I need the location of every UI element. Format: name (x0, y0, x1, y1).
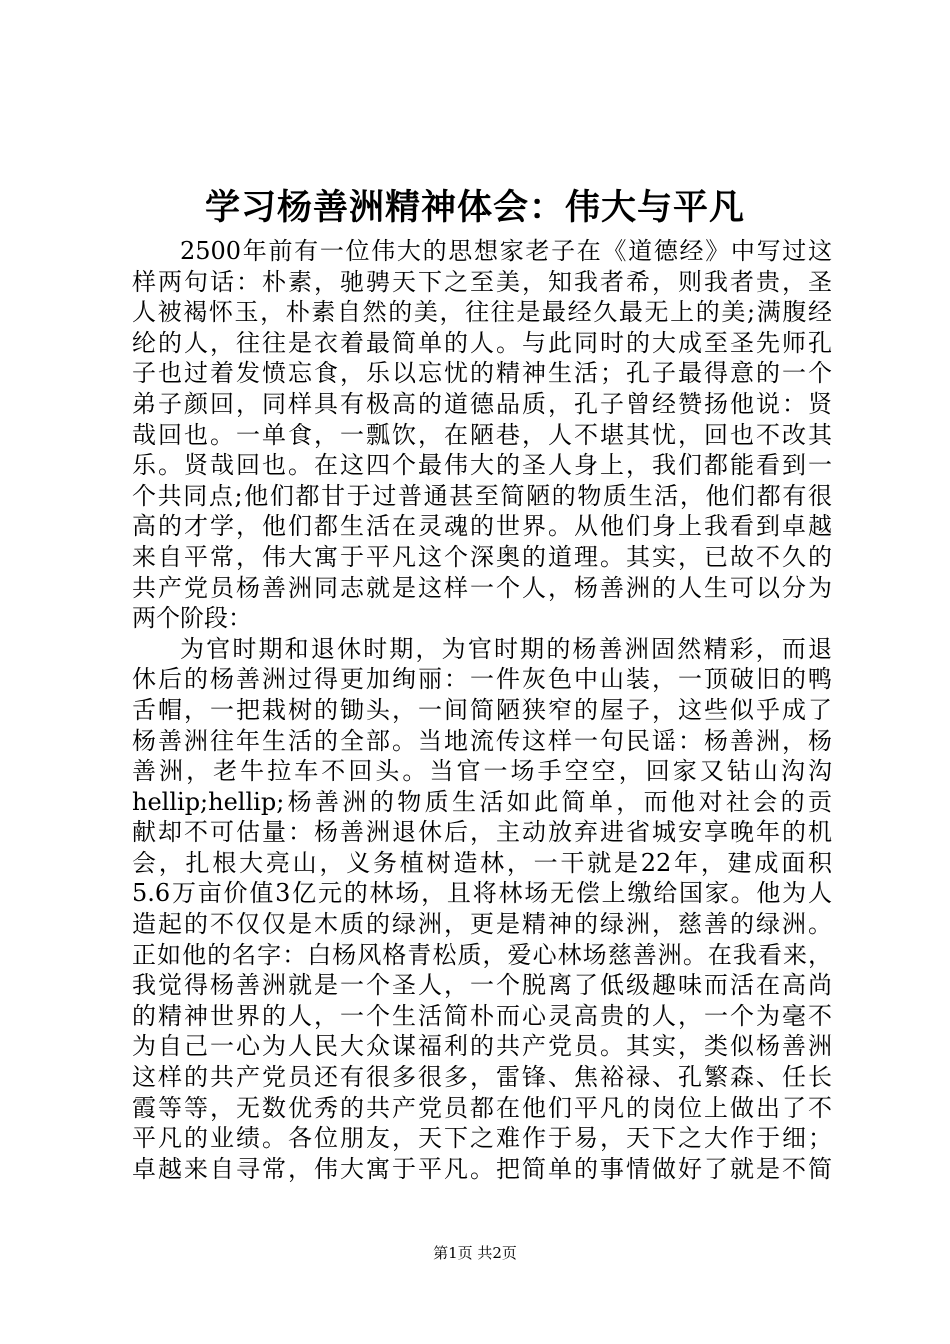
document-title: 学习杨善洲精神体会：伟大与平凡 (204, 187, 745, 228)
text-line: 霞等等，无数优秀的共产党员都在他们平凡的岗位上做出了不 (132, 1093, 832, 1122)
text-line: 献却不可估量：杨善洲退休后，主动放弃进省城安享晚年的机 (132, 818, 832, 847)
text-line: 两个阶段： (132, 604, 252, 633)
text-line: 造起的不仅仅是木质的绿洲，更是精神的绿洲，慈善的绿洲。 (132, 910, 832, 939)
document-body (132, 236, 832, 1184)
text-line: 乐。贤哉回也。在这四个最伟大的圣人身上，我们都能看到一 (132, 451, 832, 480)
text-line: hellip;hellip;杨善洲的物质生活如此简单，而他对社会的贡 (132, 787, 832, 816)
text-line: 我觉得杨善洲就是一个圣人，一个脱离了低级趣味而活在高尚 (132, 971, 832, 1000)
text-line: 子也过着发愤忘食，乐以忘忧的精神生活；孔子最得意的一个 (132, 359, 832, 388)
text-line: 为官时期和退休时期，为官时期的杨善洲固然精彩，而退 (180, 634, 832, 663)
text-line: 个共同点;他们都甘于过普通甚至简陋的物质生活，他们都有很 (132, 481, 832, 510)
text-line: 平凡的业绩。各位朋友，天下之难作于易，天下之大作于细； (132, 1124, 832, 1153)
text-line: 卓越来自寻常，伟大寓于平凡。把简单的事情做好了就是不简 (132, 1154, 832, 1183)
text-line: 正如他的名字：白杨风格青松质，爱心林场慈善洲。在我看来， (132, 940, 832, 969)
text-line: 会，扎根大亮山，义务植树造林，一干就是22年，建成面积 (132, 848, 832, 877)
text-line: 杨善洲往年生活的全部。当地流传这样一句民谣：杨善洲，杨 (132, 726, 832, 755)
text-line: 2500年前有一位伟大的思想家老子在《道德经》中写过这 (180, 237, 832, 265)
text-line: 的精神世界的人，一个生活简朴而心灵高贵的人，一个为毫不 (132, 1001, 832, 1030)
paragraph-1 (132, 236, 832, 634)
text-line: 人被褐怀玉，朴素自然的美，往往是最经久最无上的美;满腹经 (132, 298, 832, 327)
text-line: 哉回也。一单食，一瓢饮，在陋巷，人不堪其忧，回也不改其 (132, 420, 832, 449)
paragraph-2 (132, 634, 832, 1185)
text-line: 休后的杨善洲过得更加绚丽：一件灰色中山装，一顶破旧的鸭 (132, 665, 832, 694)
page-footer: 第1页 共2页 (433, 1244, 517, 1262)
text-line: 善洲，老牛拉车不回头。当官一场手空空，回家又钻山沟沟 (132, 757, 832, 786)
text-line: 这样的共产党员还有很多很多，雷锋、焦裕禄、孔繁森、任长 (132, 1063, 832, 1092)
text-line: 高的才学，他们都生活在灵魂的世界。从他们身上我看到卓越 (132, 512, 832, 541)
text-line: 5.6万亩价值3亿元的林场，且将林场无偿上缴给国家。他为人 (132, 879, 832, 908)
text-line: 样两句话：朴素，驰骋天下之至美，知我者希，则我者贵，圣 (132, 267, 832, 296)
text-line: 共产党员杨善洲同志就是这样一个人，杨善洲的人生可以分为 (132, 573, 832, 602)
text-line: 弟子颜回，同样具有极高的道德品质，孔子曾经赞扬他说：贤 (132, 389, 832, 418)
text-line: 舌帽，一把栽树的锄头，一间简陋狭窄的屋子，这些似乎成了 (132, 695, 832, 724)
text-line: 纶的人，往往是衣着最简单的人。与此同时的大成至圣先师孔 (132, 328, 832, 357)
text-line: 来自平常，伟大寓于平凡这个深奥的道理。其实，已故不久的 (132, 542, 832, 571)
text-line: 为自己一心为人民大众谋福利的共产党员。其实，类似杨善洲 (132, 1032, 832, 1061)
